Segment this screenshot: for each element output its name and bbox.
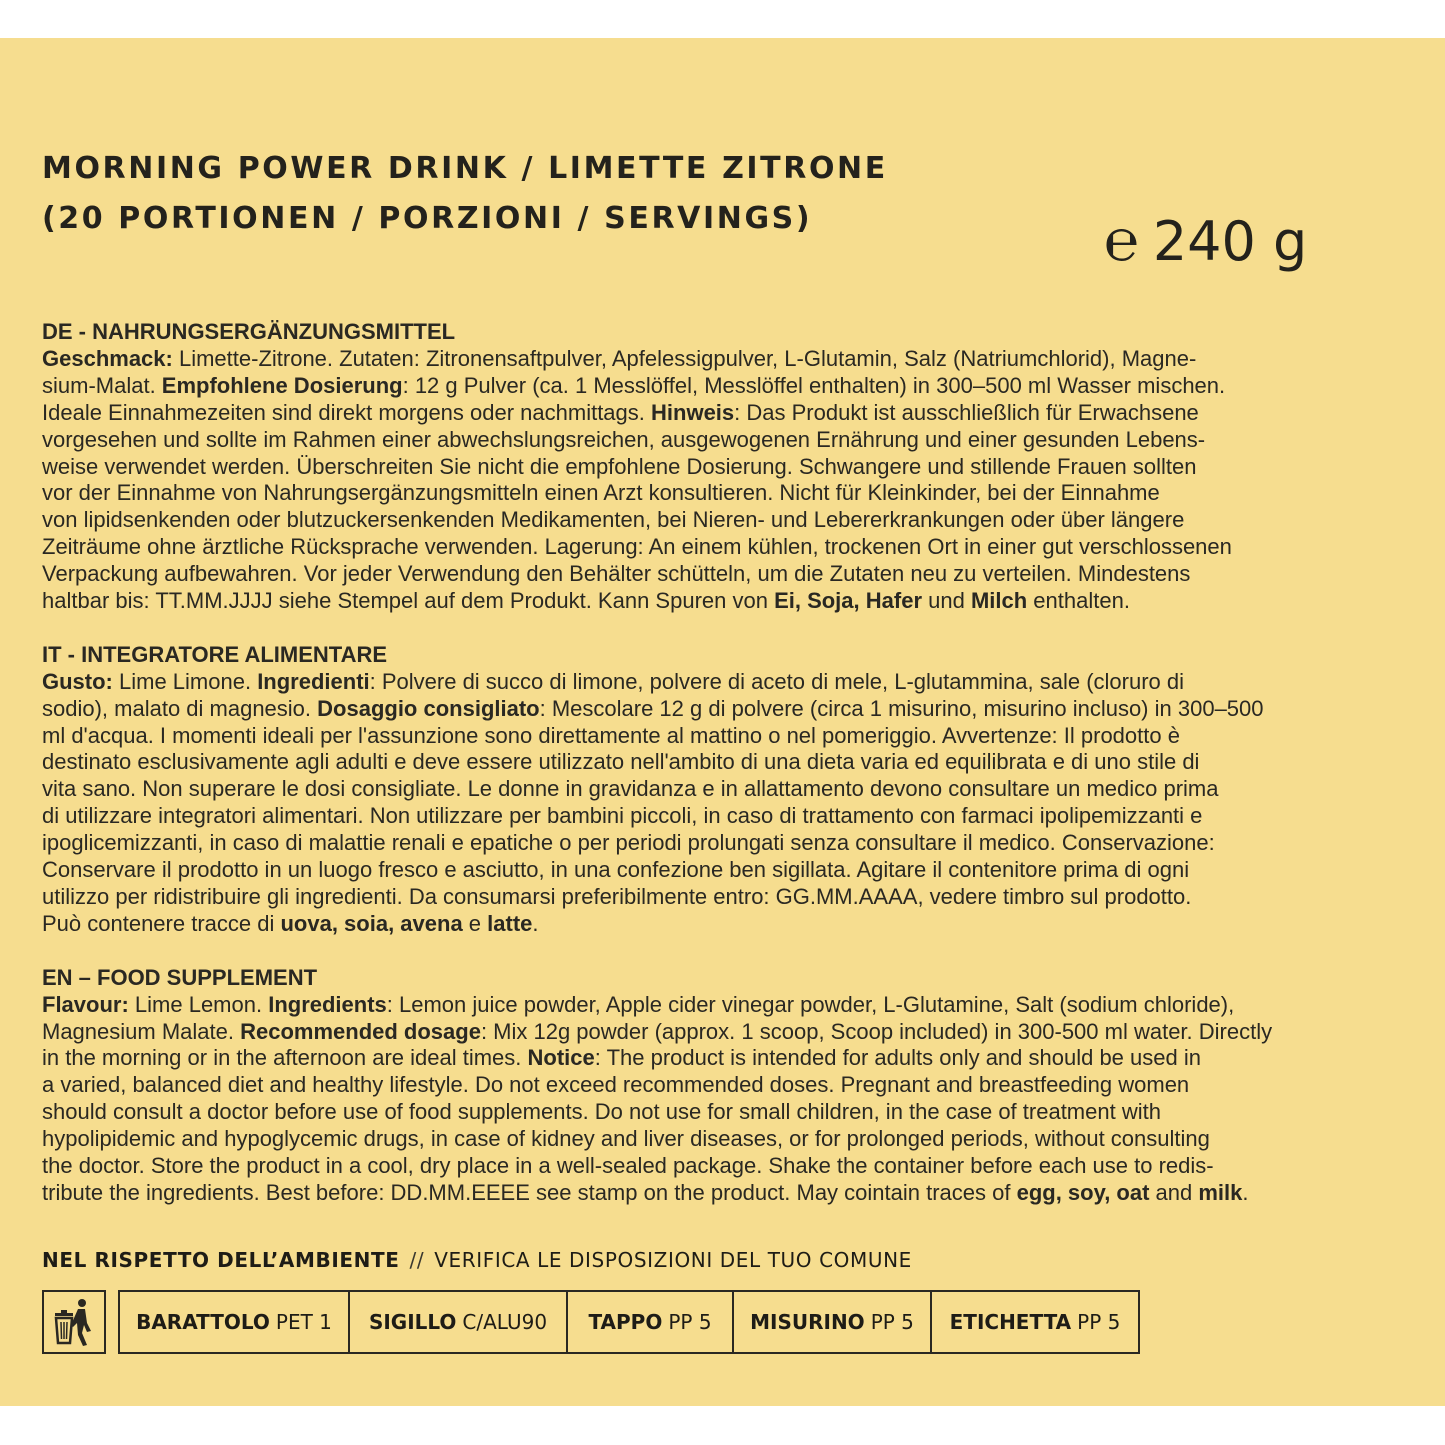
disposal-cell-barattolo	[120, 1292, 350, 1352]
text-run: : Mescolare 12 g di polvere (circa 1 misurino, misurino incluso) in 300–500	[539, 695, 1264, 721]
disposal-table	[118, 1290, 1140, 1354]
component-name: MISURINO	[750, 1310, 865, 1334]
body-line	[42, 992, 1402, 1019]
text-run: Conservare il prodotto in un luogo fresco e asciutto, in una confezione ben sigillata. Agitare il contenitore prima di ogni	[42, 857, 1190, 883]
environment-section	[42, 1244, 1402, 1334]
body-line	[42, 776, 1402, 803]
body-line	[42, 1019, 1402, 1046]
section-de	[42, 319, 1402, 615]
text-run: Può contenere tracce di	[42, 910, 281, 936]
text-run: destinato esclusivamente agli adulti e deve essere utilizzato nell'ambito di una dieta varia ed equilibrata e di uno stile di	[42, 749, 1200, 775]
body-line	[42, 561, 1402, 588]
material-code: PP 5	[870, 1310, 914, 1334]
estimated-sign: ℮	[1104, 206, 1139, 274]
product-label	[0, 38, 1445, 1406]
environment-separator: //	[409, 1248, 425, 1272]
body-line	[42, 803, 1402, 830]
net-weight-value: 240 g	[1152, 210, 1308, 273]
bold-text: Empfohlene Dosierung	[161, 372, 403, 398]
bold-text: Flavour:	[42, 991, 129, 1017]
body-line	[42, 1126, 1402, 1153]
body-line	[42, 454, 1402, 481]
text-run: : Lemon juice powder, Apple cider vinegar powder, L-Glutamine, Salt (sodium chloride),	[386, 991, 1235, 1017]
body-line	[42, 373, 1402, 400]
section-heading: EN – FOOD SUPPLEMENT	[42, 964, 318, 990]
text-run: ml d'acqua. I momenti ideali per l'assunzione sono direttamente al mattino o nel pomeriggio. Avvertenze: Il prodotto è	[42, 722, 1180, 748]
section-heading: IT - INTEGRATORE ALIMENTARE	[42, 641, 388, 667]
text-run: enthalten.	[1027, 588, 1130, 614]
text-run: Magnesium Malate.	[42, 1018, 241, 1044]
text-run: Verpackung aufbewahren. Vor jeder Verwendung den Behälter schütteln, um die Zutaten neu zu verteilen. Mindestens	[42, 561, 1191, 587]
section-body	[42, 992, 1402, 1207]
material-code: C/ALU90	[462, 1310, 548, 1334]
label-header	[42, 144, 1402, 274]
bold-text: Gusto:	[42, 668, 113, 694]
body-line	[42, 669, 1402, 696]
text-run: weise verwendet werden. Überschreiten Sie nicht die empfohlene Dosierung. Schwangere und stillende Frauen sollten	[42, 453, 1197, 479]
body-line	[42, 830, 1402, 857]
body-line	[42, 1153, 1402, 1180]
net-weight	[1104, 206, 1307, 274]
material-code: PET 1	[275, 1310, 332, 1334]
text-run: : 12 g Pulver (ca. 1 Messlöffel, Messlöffel enthalten) in 300–500 ml Wasser mischen.	[402, 372, 1226, 398]
body-line	[42, 857, 1402, 884]
text-run: should consult a doctor before use of food supplements. Do not use for small children, in the case of treatment with	[42, 1099, 1161, 1125]
bold-text: Dosaggio consigliato	[317, 695, 540, 721]
text-run: the doctor. Store the product in a cool, dry place in a well-sealed package. Shake the container before each use to redis-	[42, 1153, 1214, 1179]
body-line	[42, 588, 1402, 615]
body-line	[42, 534, 1402, 561]
body-line	[42, 1072, 1402, 1099]
text-run: von lipidsenkenden oder blutzuckersenkenden Medikamenten, bei Nieren- und Lebererkrankungen oder über längere	[42, 507, 1185, 533]
text-run: Ideale Einnahmezeiten sind direkt morgens oder nachmittags.	[42, 399, 652, 425]
bold-text: milk	[1198, 1179, 1243, 1205]
text-run: sodio), malato di magnesio.	[42, 695, 318, 721]
section-body	[42, 346, 1402, 615]
text-run: in the morning or in the afternoon are ideal times.	[42, 1045, 528, 1071]
text-run: ipoglicemizzanti, in caso di malattie renali e epatiche o per periodi prolungati senza consultare il medico. Conservazione:	[42, 830, 1215, 856]
bold-text: Notice	[527, 1045, 595, 1071]
bold-text: Ei, Soja, Hafer	[774, 588, 923, 614]
body-line	[42, 723, 1402, 750]
text-run: : The product is intended for adults only and should be used in	[594, 1045, 1201, 1071]
bold-text: Hinweis	[651, 399, 735, 425]
body-line	[42, 1099, 1402, 1126]
text-run: Zeiträume ohne ärztliche Rücksprache verwenden. Lagerung: An einem kühlen, trockenen Ort in einer gut verschlossenen	[42, 534, 1232, 560]
text-run: tribute the ingredients. Best before: DD.MM.EEEE see stamp on the product. May cointain traces of	[42, 1179, 1017, 1205]
bold-text: Recommended dosage	[240, 1018, 481, 1044]
bold-text: uova, soia, avena	[280, 910, 463, 936]
body-line	[42, 911, 1402, 938]
bold-text: Milch	[970, 588, 1028, 614]
body-line	[42, 346, 1402, 373]
body-line	[42, 1180, 1402, 1207]
text-run: : Mix 12g powder (approx. 1 scoop, Scoop included) in 300-500 ml water. Directly	[480, 1018, 1273, 1044]
section-it	[42, 642, 1402, 938]
environment-heading	[42, 1244, 1402, 1276]
text-run: : Polvere di succo di limone, polvere di aceto di mele, L-glutammina, sale (cloruro di	[369, 668, 1185, 694]
component-name: TAPPO	[588, 1310, 663, 1334]
body-line	[42, 400, 1402, 427]
text-run: hypolipidemic and hypoglycemic drugs, in case of kidney and liver diseases, or for prolonged periods, without consulting	[42, 1126, 1210, 1152]
text-run: und	[922, 588, 971, 614]
bold-text: egg, soy, oat	[1016, 1179, 1150, 1205]
section-body	[42, 669, 1402, 938]
section-en	[42, 965, 1402, 1207]
bold-text: Geschmack:	[42, 345, 173, 371]
section-heading: DE - NAHRUNGSERGÄNZUNGSMITTEL	[42, 319, 456, 344]
text-run: sium-Malat.	[42, 372, 162, 398]
body-line	[42, 507, 1402, 534]
bold-text: Ingredienti	[257, 668, 370, 694]
body-line	[42, 427, 1402, 454]
recycle-bin-icon	[42, 1290, 106, 1354]
bold-text: Ingredients	[268, 991, 387, 1017]
text-run: vor der Einnahme von Nahrungsergänzungsmitteln einen Arzt konsultieren. Nicht für Kleinkinder, bei der Einnahme	[42, 480, 1160, 506]
body-line	[42, 480, 1402, 507]
text-run: .	[1242, 1179, 1249, 1205]
disposal-cell-sigillo	[350, 1292, 568, 1352]
text-run: vorgesehen und sollte im Rahmen einer abwechslungsreichen, ausgewogenen Ernährung und einer gesunden Lebens-	[42, 426, 1206, 452]
component-name: ETICHETTA	[949, 1310, 1072, 1334]
body-line	[42, 884, 1402, 911]
material-code: PP 5	[668, 1310, 712, 1334]
product-title-line-2: (20 PORTIONEN / PORZIONI / SERVINGS)	[42, 201, 813, 236]
text-run: and	[1149, 1179, 1199, 1205]
body-line	[42, 749, 1402, 776]
text-run: utilizzo per ridistribuire gli ingredienti. Da consumarsi preferibilmente entro: GG.MM.AAAA, vedere timbro sul prodotto.	[42, 884, 1192, 910]
text-run: Lime Lemon.	[128, 991, 269, 1017]
text-run: : Das Produkt ist ausschließlich für Erwachsene	[734, 399, 1199, 425]
text-run: Limette-Zitrone. Zutaten: Zitronensaftpulver, Apfelessigpulver, L-Glutamin, Salz (Natriumchlorid), Magne-	[172, 345, 1197, 371]
component-name: BARATTOLO	[136, 1310, 270, 1334]
product-title-line-1: MORNING POWER DRINK / LIMETTE ZITRONE	[42, 151, 888, 186]
text-run: Lime Limone.	[112, 668, 258, 694]
text-run: di utilizzare integratori alimentari. Non utilizzare per bambini piccoli, in caso di trattamento con farmaci ipolipemizzanti e	[42, 803, 1203, 829]
body-line	[42, 696, 1402, 723]
text-run: vita sano. Non superare le dosi consigliate. Le donne in gravidanza e in allattamento devono consultare un medico prima	[42, 776, 1219, 802]
body-line	[42, 1045, 1402, 1072]
component-name: SIGILLO	[368, 1310, 457, 1334]
text-run: a varied, balanced diet and healthy lifestyle. Do not exceed recommended doses. Pregnant and breastfeeding women	[42, 1072, 1190, 1098]
disposal-cell-etichetta	[932, 1292, 1138, 1352]
text-run: .	[532, 910, 539, 936]
disposal-cell-misurino	[734, 1292, 932, 1352]
language-sections	[42, 319, 1402, 1234]
environment-subtitle: VERIFICA LE DISPOSIZIONI DEL TUO COMUNE	[434, 1248, 912, 1272]
text-run: e	[462, 910, 488, 936]
disposal-cell-tappo	[568, 1292, 734, 1352]
material-code: PP 5	[1077, 1310, 1121, 1334]
text-run: haltbar bis: TT.MM.JJJJ siehe Stempel auf dem Produkt. Kann Spuren von	[42, 588, 775, 614]
bold-text: latte	[487, 910, 533, 936]
environment-title: NEL RISPETTO DELL’AMBIENTE	[42, 1248, 400, 1272]
